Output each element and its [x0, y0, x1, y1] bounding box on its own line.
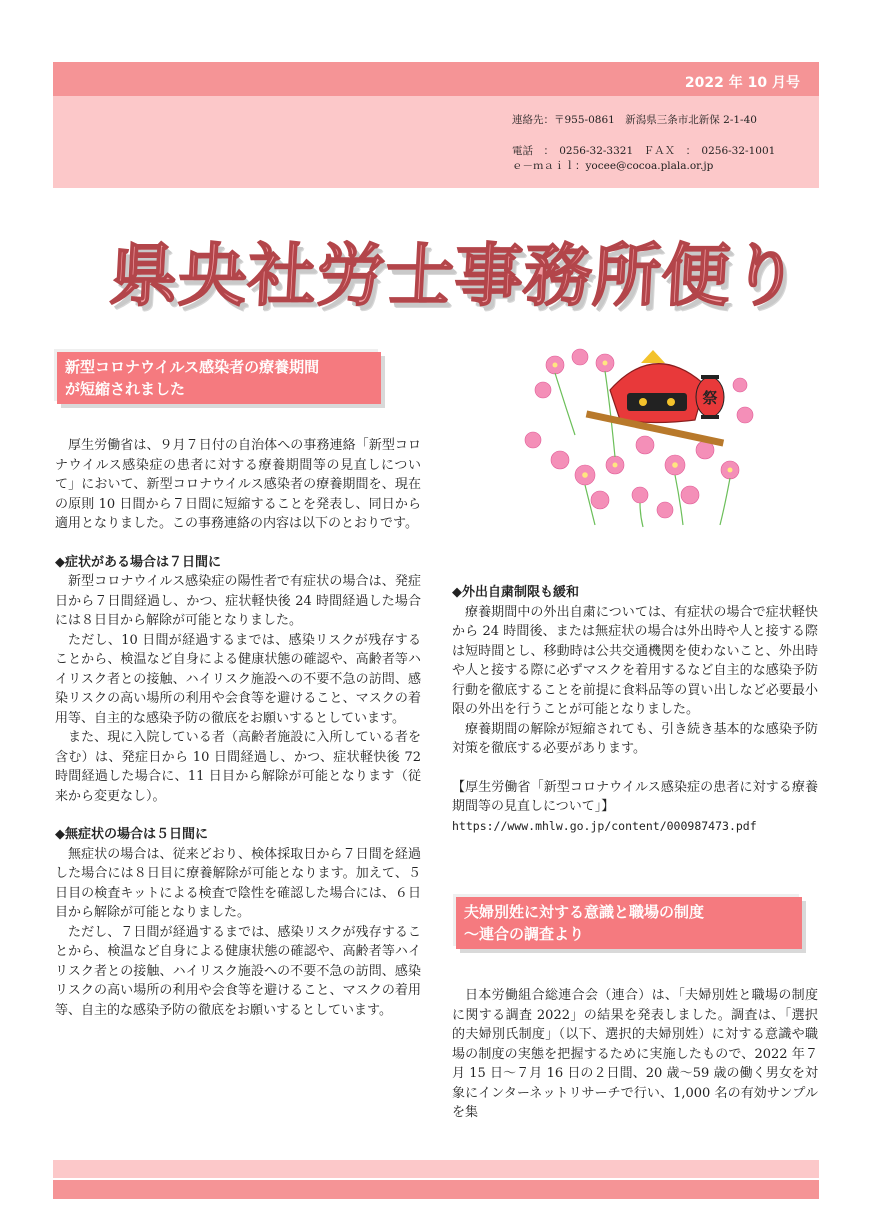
section1-intro: 厚生労働省は、９月７日付の自治体への事務連絡「新型コロナウイルス感染症の患者に対する療養期間等の見直しについて」において、新型コロナウイルス感染者の療養期間を、現在の原則 10 日間から７日間に短縮することを発表し、同日から適用となりました。この事務連絡の内容は以下のとおりです。 [55, 438, 421, 531]
section1-heading [57, 352, 381, 404]
header-box [53, 96, 819, 188]
section2-heading [456, 897, 802, 949]
section2-body [452, 986, 818, 1123]
sub2-paragraph-1: 無症状の場合は、従来どおり、検体採取日から７日間を経過した場合には８日目に療養解除が可能となります。加えて、５日目の検査キットによる検査で陰性を確認した場合には、６日目から解除が可能となりました。 [55, 846, 421, 920]
sub3-paragraph-2: 療養期間の解除が短縮されても、引き続き基本的な感染予防対策を徹底する必要があります。 [452, 721, 818, 756]
sub1-paragraph-2: ただし、10 日間が経過するまでは、感染リスクが残存することから、検温など自身による健康状態の確認や、高齢者等ハイリスク者との接触、ハイリスク施設への不要不急の訪問、感染リスクの高い場所の利用や会食等を避けること、マスクの着用等、自主的な感染予防の徹底をお願いするとしています。 [55, 632, 421, 726]
sub1-paragraph-1: 新型コロナウイルス感染症の陽性者で有症状の場合は、発症日から７日間経過し、かつ、症状軽快後 24 時間経過した場合には８日目から解除が可能となりました。 [55, 574, 421, 628]
contact-email: ｅ－ｍａｉｌ：yocee@cocoa.plala.or.jp [512, 160, 714, 172]
contact-phone-fax: 電話 ： 0256-32-3321 ＦＡＸ ： 0256-32-1001 [512, 145, 776, 157]
source-url-link[interactable]: https://www.mhlw.go.jp/content/000987473.pdf [452, 818, 757, 833]
left-column [55, 436, 421, 1020]
section1-heading-line2: が短縮されました [65, 380, 186, 398]
contact-address: 連絡先：〒955-0861 新潟県三条市北新保 2-1-40 [512, 114, 757, 126]
section2-heading-line2: ～連合の調査より [464, 925, 585, 943]
footer-band-dark [53, 1180, 819, 1199]
footer-band-light [53, 1160, 819, 1178]
sub1-paragraph-3: また、現に入院している者（高齢者施設に入所している者を含む）は、発症日から 10 日間経過し、かつ、症状軽快後 72 時間経過した場合に、11 日目から解除が可能となります（従来から変更なし）。 [55, 730, 421, 804]
festival-illustration [515, 345, 770, 530]
sub2-paragraph-2: ただし、７日間が経過するまでは、感染リスクが残存することから、検温など自身による健康状態の確認や、高齢者等ハイリスク者との接触、ハイリスク施設への不要不急の訪問、感染リスクの高い場所の利用や会食等を避けること、マスクの着用等、自主的な感染予防の徹底をお願いするとしています。 [55, 924, 421, 1018]
section2-paragraph-1: 日本労働組合総連合会（連合）は、「夫婦別姓と職場の制度に関する調査 2022」の結果を発表しました。調査は、「選択的夫婦別氏制度」（以下、選択的夫婦別姓）に対する意識や職場の制度の実態を把握するために実施したもので、2022 年７月 15 日～７月 16 日の２日間、20 歳～59 歳の働く男女を対象にインターネットリサーチで行い、1,000 名の有効サンプルを集 [452, 988, 818, 1120]
right-column [452, 583, 818, 836]
sub2-heading: ◆無症状の場合は５日間に [55, 827, 208, 842]
sub1-heading: ◆症状がある場合は７日間に [55, 554, 221, 570]
sub3-heading: ◆外出自粛制限も緩和 [452, 585, 579, 600]
issue-date: 2022 年 10 月号 [684, 75, 800, 91]
source-citation: 【厚生労働省「新型コロナウイルス感染症の患者に対する療養期間等の見直しについて」】 [452, 779, 818, 814]
section2-heading-line1: 夫婦別姓に対する意識と職場の制度 [464, 903, 705, 921]
sub3-paragraph-1: 療養期間中の外出自粛については、有症状の場合で症状軽快から 24 時間後、または無症状の場合は外出時や人と接する際は短時間とし、移動時は公共交通機関を使わないこと、外出時や人と接する際に必ずマスクを着用するなど自主的な感染予防行動を徹底することを前提に食料品等の買い出しなど必要最小限の外出を行うことが可能となりました。 [452, 604, 818, 717]
newsletter-title: 県央社労士事務所便り [107, 237, 802, 316]
section1-heading-line1: 新型コロナウイルス感染者の療養期間 [65, 358, 320, 376]
svg-text:祭: 祭 [702, 389, 718, 407]
